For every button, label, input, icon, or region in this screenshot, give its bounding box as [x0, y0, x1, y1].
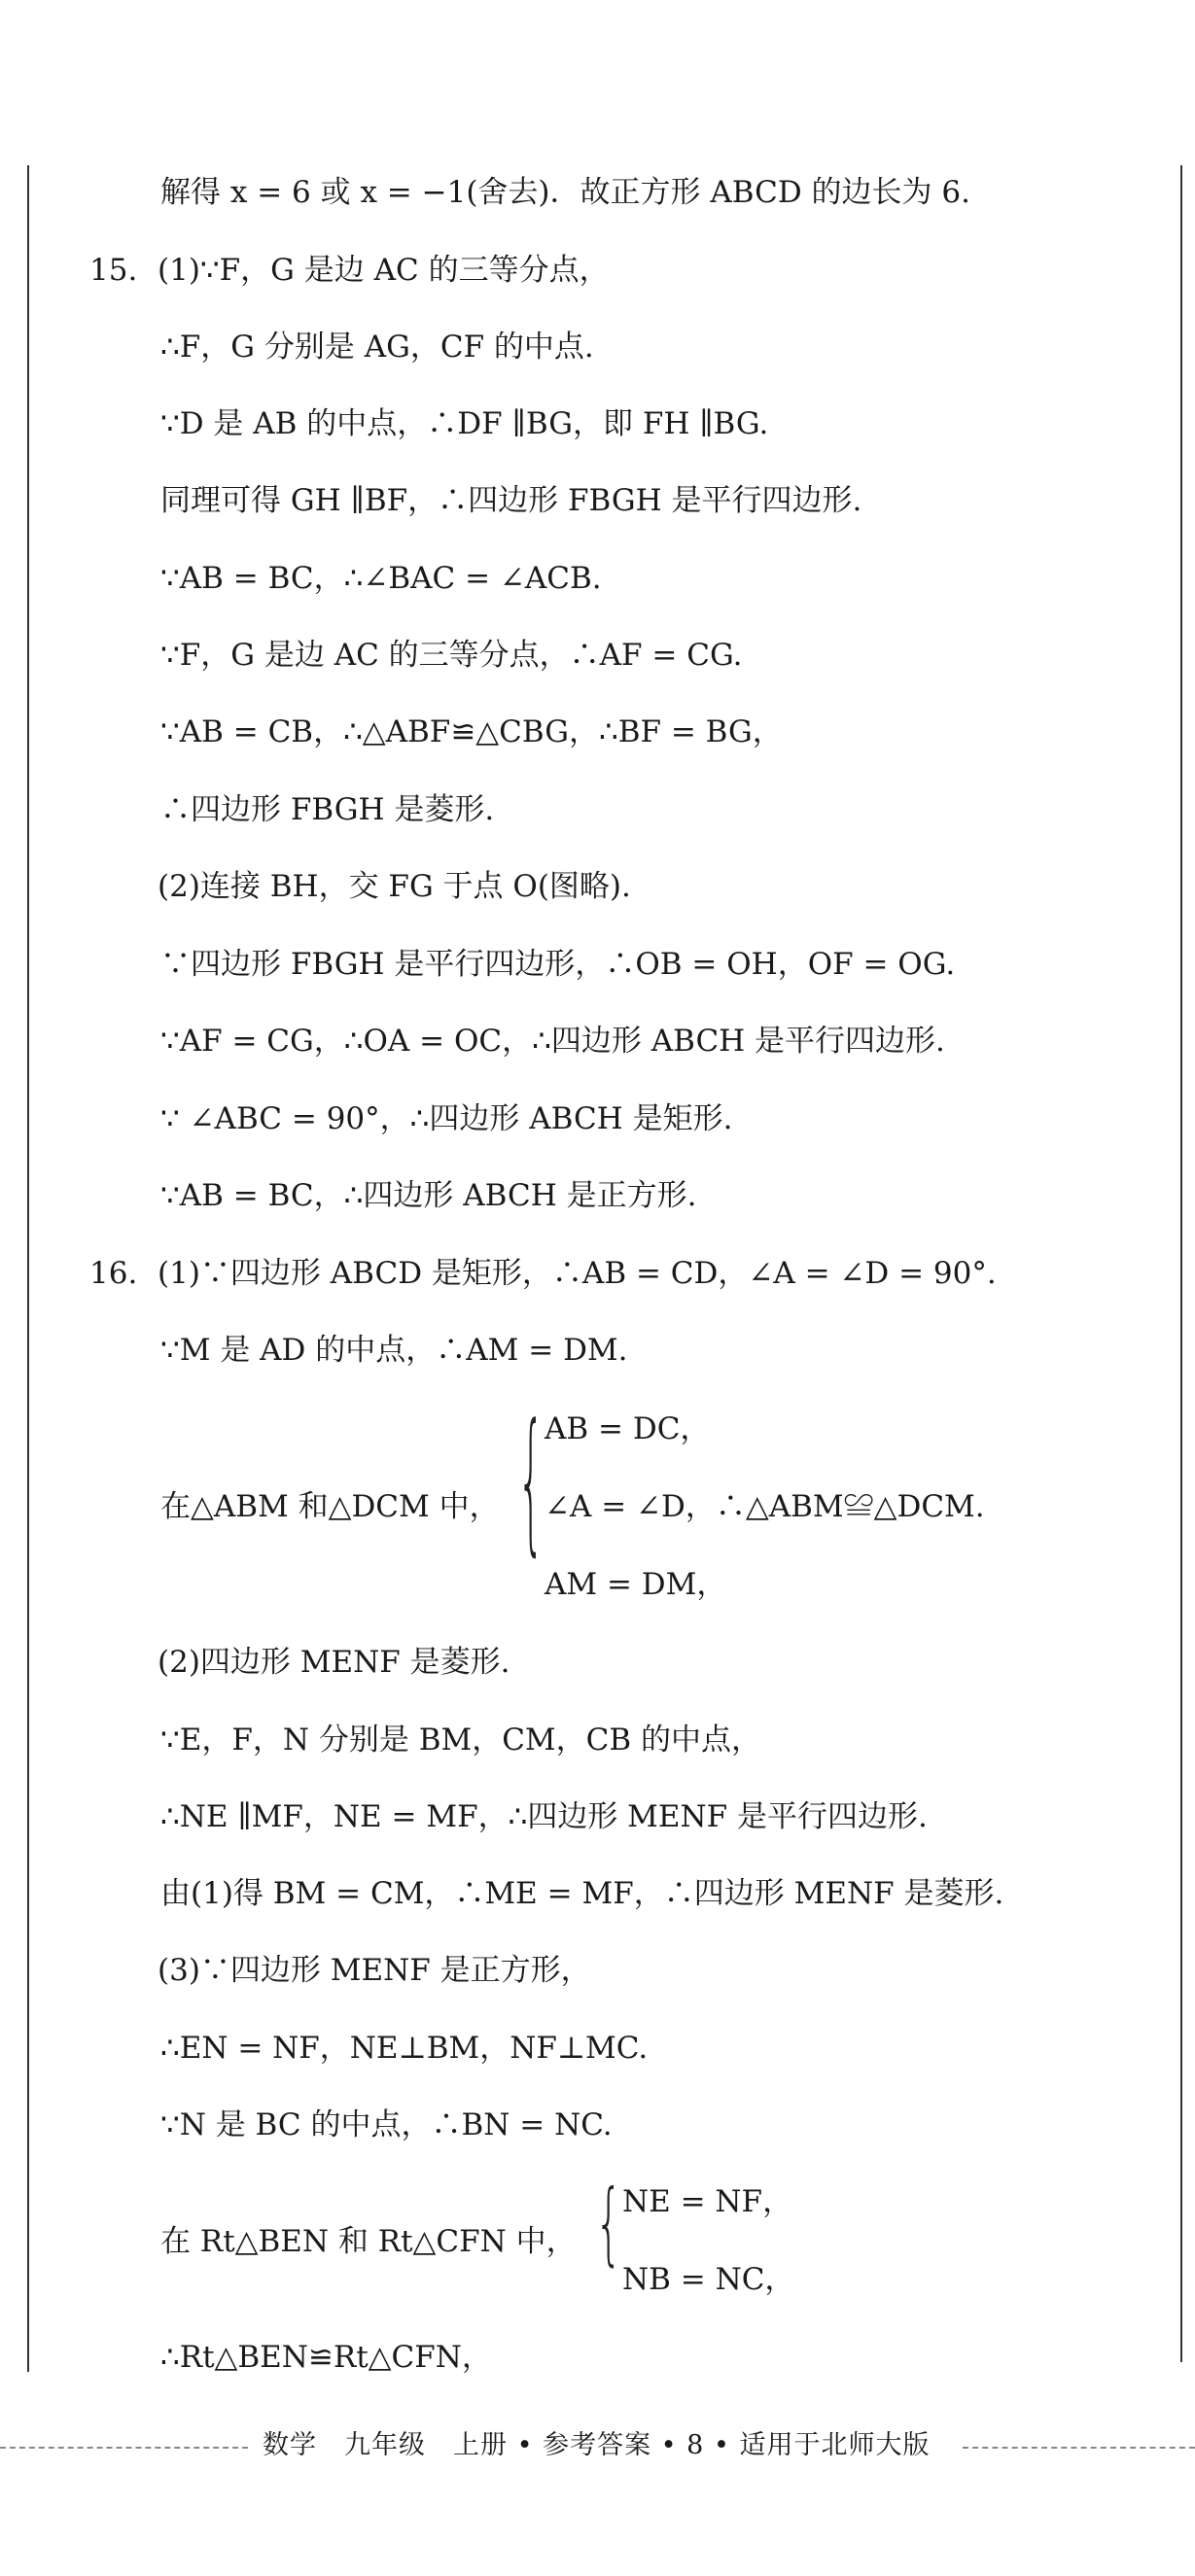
right-margin-rule	[1180, 165, 1182, 2362]
text-line: ∴Rt△BEN≌Rt△CFN，	[160, 2340, 492, 2375]
text-line: (3)∵四边形 MENF 是正方形，	[158, 1953, 591, 1988]
page-footer	[0, 2426, 1195, 2465]
system-line: ∠A = ∠D，∴△ABM≌△DCM.	[545, 1489, 985, 1524]
text-line: (2)四边形 MENF 是菱形.	[158, 1645, 510, 1680]
text-line: (1)∵F，G 是边 AC 的三等分点，	[158, 253, 610, 288]
system-line: NB = NC，	[622, 2262, 795, 2297]
text-line: 同理可得 GH ∥BF，∴四边形 FBGH 是平行四边形.	[160, 483, 862, 518]
footer-divider-right	[963, 2447, 1195, 2449]
text-line: ∵F，G 是边 AC 的三等分点，∴AF = CG.	[160, 638, 743, 673]
footer-text: 数学 九年级 上册 • 参考答案 • 8 • 适用于北师大版	[263, 2430, 931, 2460]
text-line: 解得 x = 6 或 x = −1(舍去)．故正方形 ABCD 的边长为 6.	[160, 175, 970, 210]
text-line: ∴NE ∥MF，NE = MF，∴四边形 MENF 是平行四边形.	[160, 1799, 928, 1834]
system-line: AB = DC，	[545, 1411, 711, 1446]
text-line: ∵AF = CG，∴OA = OC，∴四边形 ABCH 是平行四边形.	[160, 1024, 945, 1059]
left-margin-rule	[27, 165, 29, 2372]
text-line: (2)连接 BH，交 FG 于点 O(图略).	[158, 869, 631, 904]
question-number-15: 15.	[89, 253, 138, 288]
text-line: 在 Rt△BEN 和 Rt△CFN 中，	[160, 2224, 577, 2259]
text-line: ∵AB = BC，∴四边形 ABCH 是正方形.	[160, 1178, 697, 1213]
text-line: 由(1)得 BM = CM，∴ME = MF，∴四边形 MENF 是菱形.	[160, 1876, 1004, 1911]
text-line: ∴四边形 FBGH 是菱形.	[160, 792, 495, 827]
system-line: AM = DM，	[545, 1567, 727, 1602]
text-line: ∵N 是 BC 的中点，∴BN = NC.	[160, 2107, 613, 2142]
system-brace: {	[595, 2172, 622, 2277]
question-number-16: 16.	[89, 1256, 138, 1291]
text-line: ∴F，G 分别是 AG，CF 的中点.	[160, 330, 594, 365]
text-line: (1)∵四边形 ABCD 是矩形，∴AB = CD，∠A = ∠D = 90°.	[158, 1256, 997, 1291]
footer-divider-left	[0, 2447, 248, 2449]
text-line: ∵ ∠ABC = 90°，∴四边形 ABCH 是矩形.	[160, 1101, 733, 1136]
text-line: ∵AB = CB，∴△ABF≌△CBG，∴BF = BG，	[160, 714, 783, 749]
text-line: ∵E，F，N 分别是 BM，CM，CB 的中点，	[160, 1723, 762, 1758]
text-line: ∵四边形 FBGH 是平行四边形，∴OB = OH，OF = OG.	[160, 947, 956, 982]
text-line: 在△ABM 和△DCM 中，	[160, 1489, 500, 1524]
text-line: ∴EN = NF，NE⊥BM，NF⊥MC.	[160, 2031, 649, 2066]
system-brace: {	[517, 1393, 545, 1573]
text-line: ∵M 是 AD 的中点，∴AM = DM.	[160, 1333, 628, 1368]
text-line: ∵D 是 AB 的中点，∴DF ∥BG，即 FH ∥BG.	[160, 406, 769, 441]
text-line: ∵AB = BC，∴∠BAC = ∠ACB.	[160, 561, 602, 596]
system-line: NE = NF，	[622, 2184, 793, 2219]
